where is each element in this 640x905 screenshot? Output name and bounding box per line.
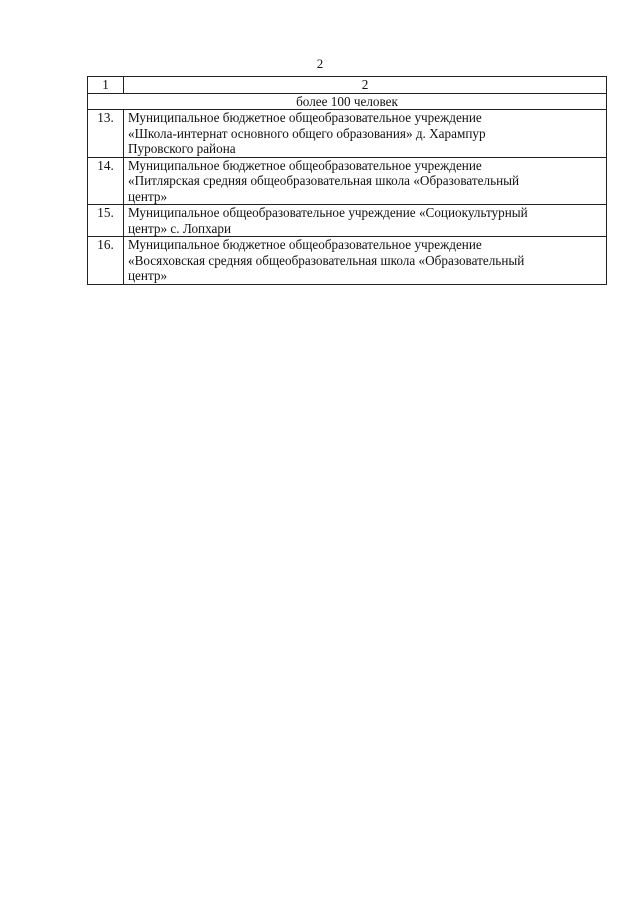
institution-name-line: «Питлярская средняя общеобразовательная школа «Образовательный: [128, 173, 520, 188]
institution-name-line: «Школа-интернат основного общего образования» д. Харампур: [128, 125, 486, 141]
table-row: [88, 110, 607, 158]
institution-name-line: Пуровского района: [128, 141, 236, 156]
institution-name-line: «Восяховская средняя общеобразовательная школа «Образовательный: [128, 252, 525, 268]
page-number: 2: [316, 56, 324, 71]
institutions-table: [87, 76, 607, 285]
institution-name: [124, 157, 607, 205]
institution-name-line: центр» с. Лопхари: [128, 220, 232, 236]
row-number: 14.: [88, 157, 124, 205]
table-row: [88, 237, 607, 285]
institution-name-line: Муниципальное бюджетное общеобразовательное учреждение: [128, 237, 482, 252]
header-cell-number: 1: [88, 77, 124, 94]
institution-name-line: центр»: [128, 188, 168, 204]
table-row: [88, 157, 607, 205]
institution-name-line: Муниципальное общеобразовательное учреждение «Социокультурный: [128, 205, 528, 220]
row-number: 15.: [88, 205, 124, 237]
section-label: более 100 человек: [88, 93, 607, 110]
institution-name: [124, 237, 607, 285]
header-cell-name: 2: [124, 77, 607, 94]
institution-name-line: Муниципальное бюджетное общеобразовательное учреждение: [128, 110, 482, 125]
table-row: [88, 205, 607, 237]
row-number: 13.: [88, 110, 124, 158]
institution-name: [124, 110, 607, 158]
section-row: [88, 93, 607, 110]
institution-name-line: центр»: [128, 268, 168, 283]
row-number: 16.: [88, 237, 124, 285]
institution-name: [124, 205, 607, 237]
table-header-row: [88, 77, 607, 94]
institution-name-line: Муниципальное бюджетное общеобразовательное учреждение: [128, 157, 482, 173]
